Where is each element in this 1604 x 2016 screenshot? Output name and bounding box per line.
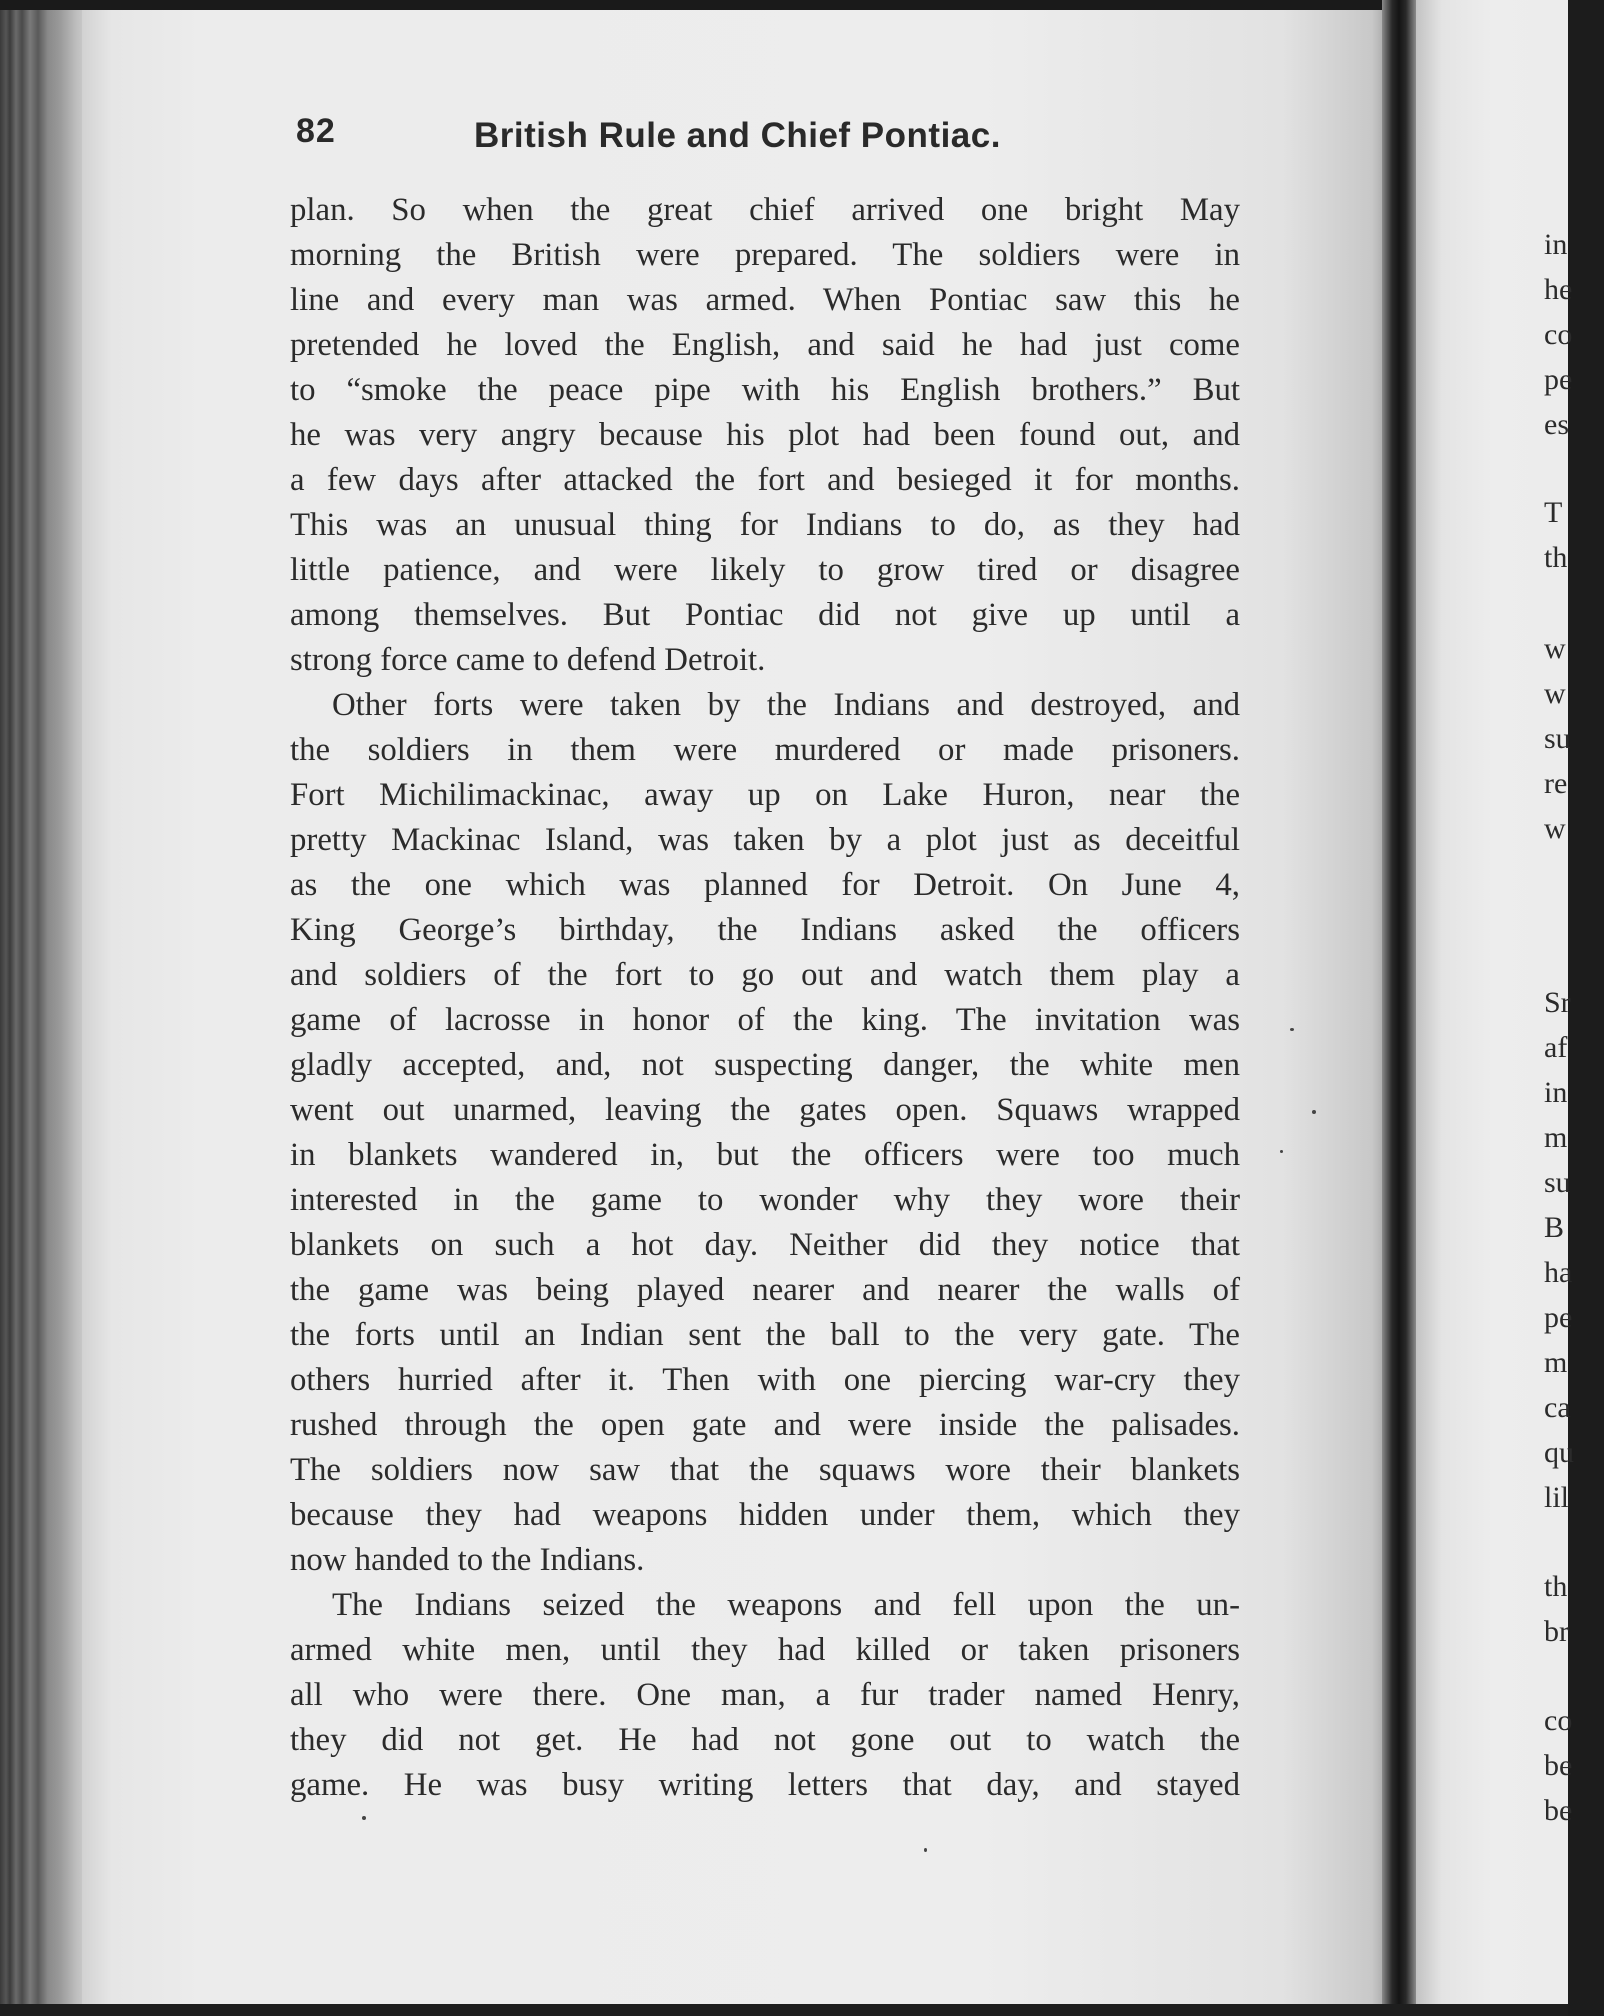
- text-line: strong force came to defend Detroit.: [290, 642, 766, 678]
- text-line: as the one which was planned for Detroit. On June 4,: [290, 867, 1240, 903]
- fragment: Sr: [1544, 986, 1571, 1019]
- text-line: a few days after attacked the fort and besieged it for months.: [290, 462, 1240, 498]
- scan-speck: [924, 1848, 927, 1852]
- fragment: T: [1544, 496, 1563, 529]
- text-line: King George’s birthday, the Indians asked the officers: [290, 912, 1240, 948]
- fragment: re: [1544, 767, 1568, 800]
- fragment: co: [1544, 318, 1573, 351]
- text-line: because they had weapons hidden under them, which they: [290, 1497, 1240, 1533]
- page-header: [296, 108, 1296, 168]
- text-line: the soldiers in them were murdered or made prisoners.: [290, 732, 1240, 768]
- text-line: The soldiers now saw that the squaws wore their blankets: [290, 1452, 1240, 1488]
- text-line: plan. So when the great chief arrived one bright May: [290, 192, 1240, 228]
- text-line: Other forts were taken by the Indians and destroyed, and: [332, 687, 1240, 723]
- text-line: he was very angry because his plot had been found out, and: [290, 417, 1240, 453]
- fragment: m: [1544, 1121, 1568, 1154]
- fragment: ha: [1544, 1256, 1573, 1289]
- text-line: pretty Mackinac Island, was taken by a plot just as deceitful: [290, 822, 1240, 858]
- fragment: w: [1544, 812, 1566, 845]
- fragment: w: [1544, 677, 1566, 710]
- text-line: now handed to the Indians.: [290, 1542, 645, 1578]
- fragment: m: [1544, 1346, 1568, 1379]
- scan-bottom-border: [0, 2004, 1568, 2016]
- fragment: ca: [1544, 1391, 1571, 1424]
- text-line: Fort Michilimackinac, away up on Lake Huron, near the: [290, 777, 1240, 813]
- text-line: the game was being played nearer and nearer the walls of: [290, 1272, 1240, 1308]
- fragment: su: [1544, 1166, 1571, 1199]
- fragment: af: [1544, 1031, 1568, 1064]
- text-line: little patience, and were likely to grow tired or disagree: [290, 552, 1240, 588]
- text-line: pretended he loved the English, and said he had just come: [290, 327, 1240, 363]
- page-number: 82: [296, 112, 336, 150]
- fragment: su: [1544, 722, 1571, 755]
- scan-speck: [1290, 1028, 1294, 1031]
- text-line: all who were there. One man, a fur trader named Henry,: [290, 1677, 1240, 1713]
- scan-speck: [362, 1816, 366, 1820]
- text-line: blankets on such a hot day. Neither did they notice that: [290, 1227, 1240, 1263]
- fragment: be: [1544, 1749, 1573, 1782]
- scan-speck: [1280, 1150, 1283, 1153]
- fragment: es: [1544, 408, 1569, 441]
- text-line: among themselves. But Pontiac did not give up until a: [290, 597, 1240, 633]
- right-page-text-fragments: [1544, 0, 1604, 2016]
- text-line: game of lacrosse in honor of the king. The invitation was: [290, 1002, 1240, 1038]
- text-line: The Indians seized the weapons and fell upon the un-: [332, 1587, 1240, 1623]
- fragment: th: [1544, 1570, 1568, 1603]
- fragment: in: [1544, 1076, 1568, 1109]
- fragment: w: [1544, 632, 1566, 665]
- fragment: co: [1544, 1704, 1573, 1737]
- fragment: in: [1544, 228, 1568, 261]
- fragment: pe: [1544, 363, 1573, 396]
- text-line: went out unarmed, leaving the gates open. Squaws wrapped: [290, 1092, 1240, 1128]
- text-line: This was an unusual thing for Indians to do, as they had: [290, 507, 1240, 543]
- text-line: armed white men, until they had killed or taken prisoners: [290, 1632, 1240, 1668]
- body-text: [290, 188, 1240, 1808]
- text-line: game. He was busy writing letters that day, and stayed: [290, 1767, 1240, 1803]
- fragment: lil: [1544, 1481, 1570, 1514]
- book-gutter: [1382, 0, 1416, 2016]
- fragment: he: [1544, 273, 1573, 306]
- text-line: others hurried after it. Then with one piercing war-cry they: [290, 1362, 1240, 1398]
- text-line: rushed through the open gate and were inside the palisades.: [290, 1407, 1240, 1443]
- fragment: th: [1544, 541, 1568, 574]
- text-line: the forts until an Indian sent the ball to the very gate. The: [290, 1317, 1240, 1353]
- fragment: qu: [1544, 1436, 1574, 1469]
- scan-speck: [1312, 1110, 1316, 1114]
- text-line: to “smoke the peace pipe with his English brothers.” But: [290, 372, 1240, 408]
- running-title: British Rule and Chief Pontiac.: [474, 116, 1001, 155]
- fragment: br: [1544, 1615, 1569, 1648]
- text-line: gladly accepted, and, not suspecting danger, the white men: [290, 1047, 1240, 1083]
- fragment: B: [1544, 1211, 1565, 1244]
- text-line: interested in the game to wonder why they wore their: [290, 1182, 1240, 1218]
- fragment: pe: [1544, 1301, 1573, 1334]
- text-line: and soldiers of the fort to go out and watch them play a: [290, 957, 1240, 993]
- fragment: be: [1544, 1794, 1573, 1827]
- text-line: they did not get. He had not gone out to watch the: [290, 1722, 1240, 1758]
- text-line: morning the British were prepared. The soldiers were in: [290, 237, 1240, 273]
- text-line: in blankets wandered in, but the officers were too much: [290, 1137, 1240, 1173]
- text-line: line and every man was armed. When Pontiac saw this he: [290, 282, 1240, 318]
